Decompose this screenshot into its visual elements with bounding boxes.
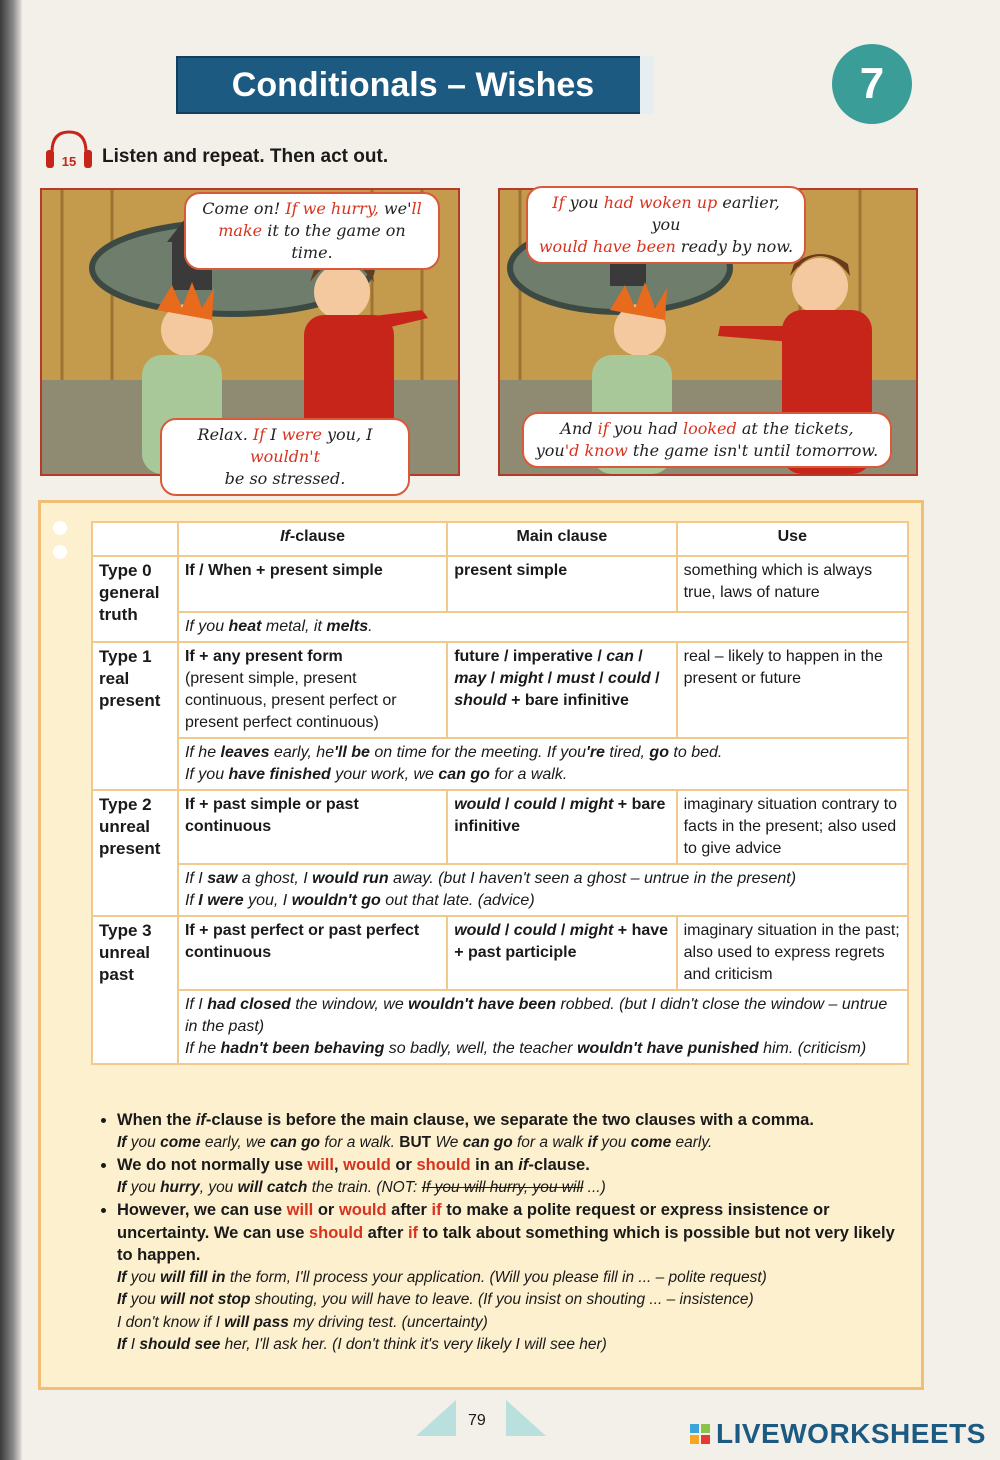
title-accent [640, 56, 654, 114]
main-clause-cell: future / imperative / can / may / might / must / could / should + bare infinitive [447, 642, 676, 738]
page-corner-left [416, 1400, 456, 1436]
headphones-icon[interactable] [44, 128, 94, 172]
page-corner-right [506, 1400, 546, 1436]
grammar-box [38, 500, 924, 1390]
example-cell: If he leaves early, he'll be on time for the meeting. If you're tired, go to bed. If you have finished your work, we can go for a walk. [178, 738, 908, 790]
liveworksheets-logo-icon [690, 1424, 710, 1444]
speech-bubble-1-bottom: Relax. If I were you, I wouldn't be so stressed. [160, 418, 410, 496]
note-item: • When the if-clause is before the main clause, we separate the two clauses with a comma. If you come early, we can go for a walk. BUT We can go for a walk if you come early. [117, 1109, 913, 1154]
table-row [92, 790, 908, 864]
if-clause-cell: If / When + present simple [178, 556, 447, 612]
use-cell: real – likely to happen in the present or future [677, 642, 908, 738]
speech-bubble-1-top: Come on! If we hurry, we'll make it to the game on time. [184, 192, 440, 270]
example-row [92, 612, 908, 642]
main-clause-cell: would / could / might + have + past participle [447, 916, 676, 990]
example-row [92, 738, 908, 790]
track-number: 15 [61, 154, 77, 169]
type-label: Type 0 general truth [92, 556, 178, 642]
brand-name[interactable]: LIVEWORKSHEETS [716, 1418, 986, 1449]
header-use: Use [677, 522, 908, 556]
speech-bubble-2-bottom: And if you had looked at the tickets, you'd know the game isn't until tomorrow. [522, 412, 892, 468]
example-cell: If you heat metal, it melts. [178, 612, 908, 642]
example-cell: If I had closed the window, we wouldn't have been robbed. (but I didn't close the window – untrue in the past) If he hadn't been behaving so badly, well, the teacher wouldn't have punished him. (criticism) [178, 990, 908, 1064]
comic-panel-1 [40, 188, 460, 488]
example-row [92, 990, 908, 1064]
note-item: • However, we can use will or would after if to make a polite request or express insistence or uncertainty. We can use should after if to talk about something which is possible but not very likely to happen. If you will fill in the form, I'll process your application. (Will you please fill in ... – polite request) If you will not stop shouting, you will have to leave. (If you insist on shouting ... – insistence) I don't know if I will pass my driving test. (uncertainty) If I should see her, I'll ask her. (I don't think it's very likely I will see her) [117, 1199, 913, 1357]
use-cell: imaginary situation in the past; also used to express regrets and criticism [677, 916, 908, 990]
table-row [92, 642, 908, 738]
table-header-row [92, 522, 908, 556]
page-title: Conditionals – Wishes [176, 56, 650, 114]
if-clause-cell: If + any present form (present simple, present continuous, present perfect or present perfect continuous) [178, 642, 447, 738]
page-number: 79 [468, 1412, 486, 1429]
instruction [44, 128, 544, 172]
example-cell: If I saw a ghost, I would run away. (but I haven't seen a ghost – untrue in the present) If I were you, I wouldn't go out that late. (advice) [178, 864, 908, 916]
note-item: • We do not normally use will, would or should in an if-clause. If you hurry, you will catch the train. (NOT: If you will hurry, you will ...) [117, 1154, 913, 1199]
speech-bubble-2-top: If you had woken up earlier, you would have been ready by now. [526, 186, 806, 264]
header-main-clause: Main clause [447, 522, 676, 556]
instruction-text: Listen and repeat. Then act out. [102, 146, 389, 167]
type-label: Type 1 real present [92, 642, 178, 790]
grammar-notes [93, 1109, 913, 1357]
main-clause-cell: present simple [447, 556, 676, 612]
book-spine-shadow [0, 0, 22, 1460]
header-empty [92, 522, 178, 556]
table-row [92, 916, 908, 990]
type-label: Type 2 unreal present [92, 790, 178, 916]
decor-dot [53, 545, 67, 559]
if-clause-cell: If + past simple or past continuous [178, 790, 447, 864]
unit-badge: 7 [832, 44, 912, 124]
header-if-clause: If-clause [178, 522, 447, 556]
conditionals-table [91, 521, 909, 1065]
type-label: Type 3 unreal past [92, 916, 178, 1064]
use-cell: imaginary situation contrary to facts in the present; also used to give advice [677, 790, 908, 864]
table-row [92, 556, 908, 612]
example-row [92, 864, 908, 916]
decor-dot [53, 521, 67, 535]
if-clause-cell: If + past perfect or past perfect continuous [178, 916, 447, 990]
comic-panel-2 [498, 188, 918, 476]
main-clause-cell: would / could / might + bare infinitive [447, 790, 676, 864]
use-cell: something which is always true, laws of nature [677, 556, 908, 612]
